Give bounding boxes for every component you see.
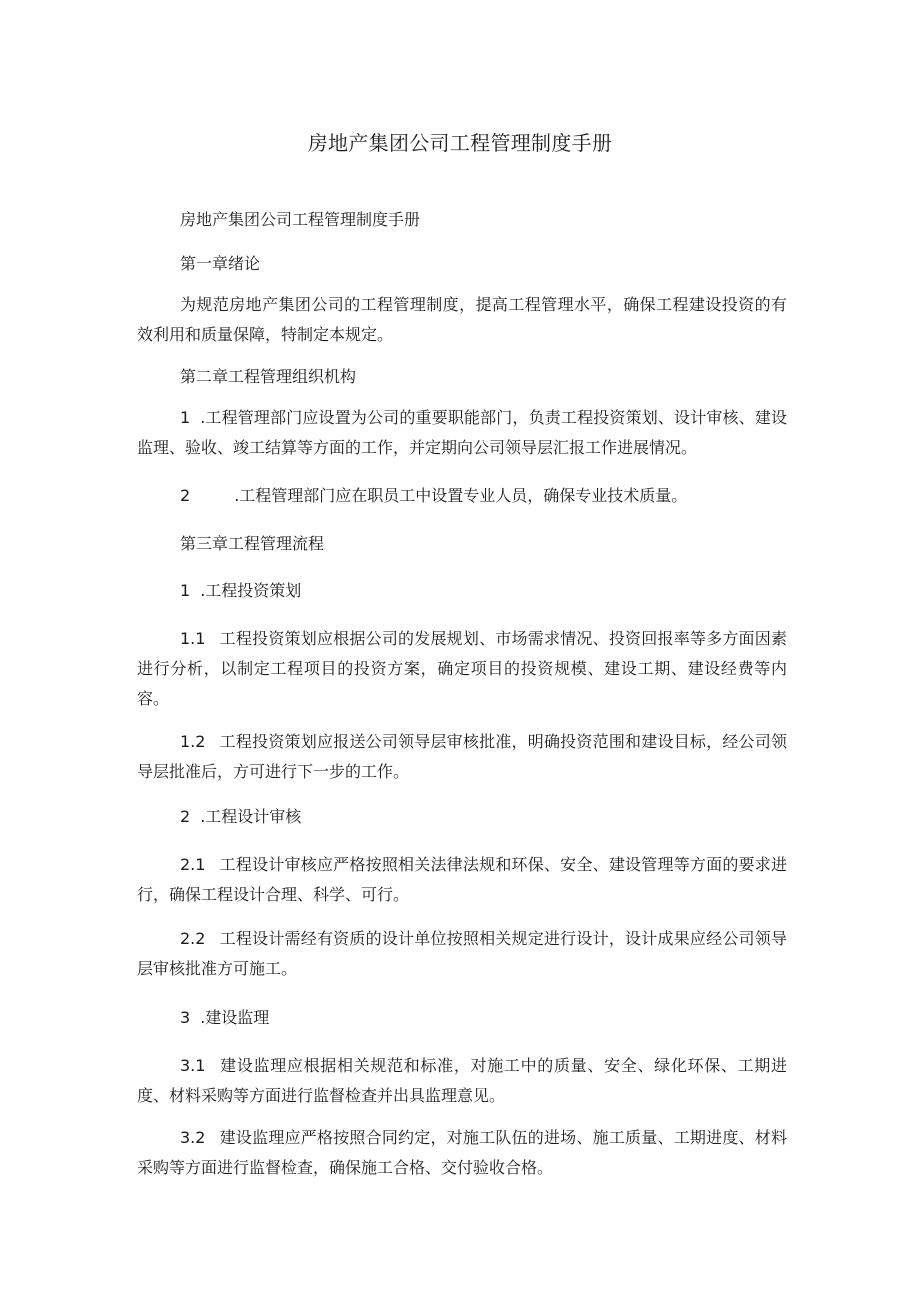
paragraph-text: .工程管理部门应在职员工中设置专业人员，确保专业技术质量。 xyxy=(234,486,688,505)
section-heading xyxy=(137,576,787,606)
paragraph-text: 为规范房地产集团公司的工程管理制度，提高工程管理水平，确保工程建设投资的有效利用和质量保障，特制定本规定。 xyxy=(137,295,787,344)
section-heading xyxy=(137,1003,787,1033)
numbered-paragraph xyxy=(137,624,787,714)
numbered-paragraph xyxy=(137,1051,787,1111)
paragraph-text: .工程设计审核 xyxy=(200,807,302,826)
paragraph-text: 房地产集团公司工程管理制度手册 xyxy=(180,210,421,229)
chapter-heading xyxy=(137,529,787,559)
page-title: 房地产集团公司工程管理制度手册 xyxy=(307,131,613,155)
chapter-heading xyxy=(137,362,787,392)
paragraph-number: 2.2 xyxy=(180,929,206,948)
paragraph-text: .工程投资策划 xyxy=(200,581,302,600)
subtitle-paragraph xyxy=(137,205,787,235)
chapter-heading xyxy=(137,249,787,279)
numbered-paragraph xyxy=(137,850,787,910)
paragraph-number: 2 xyxy=(180,807,191,826)
paragraph-text: 第一章绪论 xyxy=(180,254,261,273)
paragraph-number: 1 xyxy=(180,581,191,600)
paragraph-text: 工程设计审核应严格按照相关法律法规和环保、安全、建设管理等方面的要求进行，确保工程设计合理、科学、可行。 xyxy=(137,855,787,904)
numbered-paragraph xyxy=(137,727,787,787)
paragraph-text: 工程投资策划应报送公司领导层审核批准，明确投资范围和建设目标，经公司领导层批准后，方可进行下一步的工作。 xyxy=(137,732,787,781)
paragraph-text: 建设监理应根据相关规范和标准，对施工中的质量、安全、绿化环保、工期进度、材料采购等方面进行监督检查并出具监理意见。 xyxy=(137,1056,787,1105)
section-heading xyxy=(137,802,787,832)
paragraph-number: 3 xyxy=(180,1008,191,1027)
numbered-paragraph xyxy=(137,1123,787,1183)
paragraph-text: 第三章工程管理流程 xyxy=(180,534,325,553)
paragraph-number: 2 xyxy=(180,486,191,505)
numbered-paragraph xyxy=(137,481,787,511)
paragraph-number: 1 xyxy=(180,408,191,427)
paragraph-text: .建设监理 xyxy=(200,1008,270,1027)
paragraph-number: 1.1 xyxy=(180,629,206,648)
paragraph-text: 工程投资策划应根据公司的发展规划、市场需求情况、投资回报率等多方面因素进行分析，以制定工程项目的投资方案，确定项目的投资规模、建设工期、建设经费等内容。 xyxy=(137,629,787,708)
paragraph-text: 第二章工程管理组织机构 xyxy=(180,367,357,386)
numbered-paragraph xyxy=(137,403,787,463)
paragraph-number: 1.2 xyxy=(180,732,206,751)
paragraph-number: 3.1 xyxy=(180,1056,206,1075)
paragraph-text: 工程设计需经有资质的设计单位按照相关规定进行设计，设计成果应经公司领导层审核批准方可施工。 xyxy=(137,929,787,978)
body-paragraph xyxy=(137,290,787,350)
numbered-paragraph xyxy=(137,924,787,984)
paragraph-number: 2.1 xyxy=(180,855,206,874)
paragraph-number: 3.2 xyxy=(180,1128,206,1147)
paragraph-text: 建设监理应严格按照合同约定，对施工队伍的进场、施工质量、工期进度、材料采购等方面进行监督检查，确保施工合格、交付验收合格。 xyxy=(137,1128,787,1177)
paragraph-text: .工程管理部门应设置为公司的重要职能部门，负责工程投资策划、设计审核、建设监理、验收、竣工结算等方面的工作，并定期向公司领导层汇报工作进展情况。 xyxy=(137,408,787,457)
